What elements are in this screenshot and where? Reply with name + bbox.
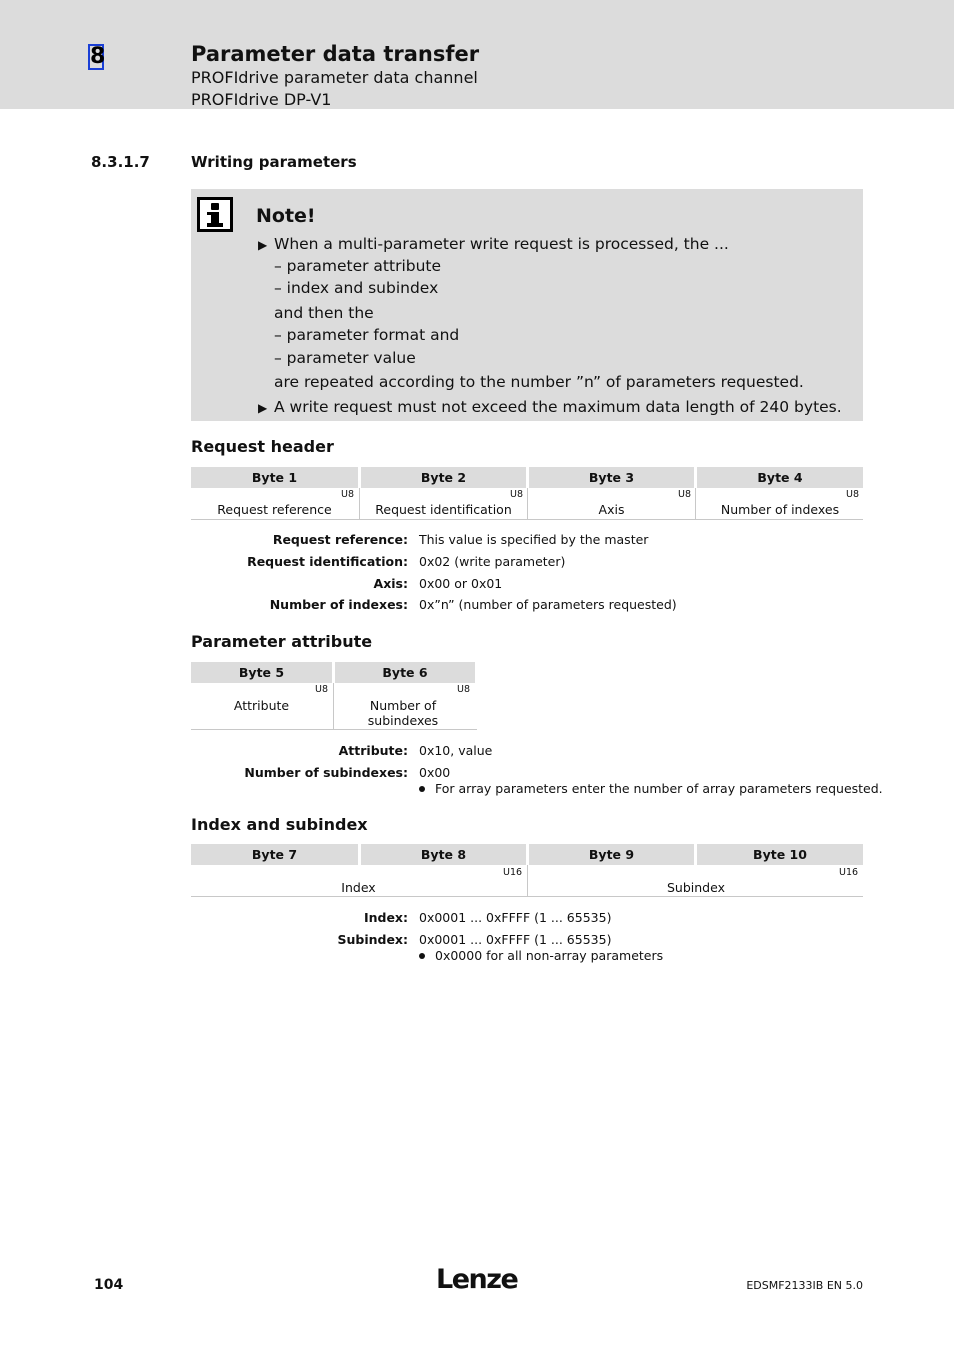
data-type-label: U16 xyxy=(839,867,859,878)
note-line: – parameter attribute xyxy=(274,257,442,275)
page-number: 104 xyxy=(94,1277,124,1293)
definition-term: Request identification: xyxy=(247,554,408,569)
definition-term: Axis: xyxy=(373,576,408,591)
page-subtitle-2: PROFIdrive DP-V1 xyxy=(191,90,332,109)
table-cell: Index xyxy=(341,880,376,895)
table-divider xyxy=(527,488,528,520)
table-cell: Number of indexes xyxy=(720,502,840,517)
bullet-item xyxy=(419,948,663,963)
bullet-item xyxy=(419,781,883,796)
table-divider xyxy=(333,683,334,730)
bullet-text: 0x0000 for all non-array parameters xyxy=(435,948,664,963)
definition-value: 0x”n” (number of parameters requested) xyxy=(419,597,677,612)
definition-value: 0x0001 ... 0xFFFF (1 ... 65535) xyxy=(419,932,612,947)
definition-term: Number of indexes: xyxy=(269,597,408,612)
parameter-attribute-heading: Parameter attribute xyxy=(191,632,373,651)
data-type-label: U8 xyxy=(315,684,328,695)
table-cell: Number of subindexes xyxy=(367,698,439,728)
bullet-triangle-icon: ▶ xyxy=(258,401,268,415)
data-type-label: U8 xyxy=(678,489,691,500)
table-header-cell: Byte 8 xyxy=(361,844,526,865)
definition-term: Number of subindexes: xyxy=(244,765,408,780)
definition-value: 0x00 xyxy=(419,765,451,780)
chapter-number-badge: 8 xyxy=(90,44,106,69)
note-line: – parameter value xyxy=(274,349,416,367)
note-line: When a multi-parameter write request is processed, the ... xyxy=(274,235,729,253)
document-code: EDSMF2133IB EN 5.0 xyxy=(746,1279,863,1292)
definition-value: 0x0001 ... 0xFFFF (1 ... 65535) xyxy=(419,910,612,925)
page-title: Parameter data transfer xyxy=(191,42,480,66)
bullet-dot-icon xyxy=(419,953,425,959)
definition-term: Request reference: xyxy=(272,532,408,547)
data-type-label: U8 xyxy=(341,489,354,500)
request-header-heading: Request header xyxy=(191,437,334,456)
definition-value: 0x10, value xyxy=(419,743,493,758)
table-divider xyxy=(695,488,696,520)
table-cell: Request reference xyxy=(217,502,332,517)
table-bottom-border xyxy=(191,519,863,520)
table-cell: Axis xyxy=(598,502,625,517)
table-header-cell: Byte 10 xyxy=(697,844,863,865)
definition-value: This value is specified by the master xyxy=(419,532,649,547)
definition-value: 0x02 (write parameter) xyxy=(419,554,566,569)
bullet-dot-icon xyxy=(419,786,425,792)
table-bottom-border xyxy=(191,729,477,730)
section-title: Writing parameters xyxy=(191,153,357,171)
note-line: are repeated according to the number ”n” of parameters requested. xyxy=(274,373,804,391)
data-type-label: U8 xyxy=(457,684,470,695)
data-type-label: U16 xyxy=(503,867,523,878)
bullet-triangle-icon: ▶ xyxy=(258,238,268,252)
index-subindex-heading: Index and subindex xyxy=(191,815,368,834)
table-cell: Subindex xyxy=(667,880,725,895)
section-number: 8.3.1.7 xyxy=(91,153,150,171)
definition-term: Attribute: xyxy=(338,743,408,758)
data-type-label: U8 xyxy=(510,489,523,500)
note-line: A write request must not exceed the maximum data length of 240 bytes. xyxy=(274,398,842,416)
table-header-cell: Byte 7 xyxy=(191,844,358,865)
data-type-label: U8 xyxy=(846,489,859,500)
table-cell: Attribute xyxy=(233,698,290,713)
page-subtitle-1: PROFIdrive parameter data channel xyxy=(191,68,478,87)
table-header-cell: Byte 5 xyxy=(191,662,332,683)
definition-value: 0x00 or 0x01 xyxy=(419,576,503,591)
brand-logo: Lenze xyxy=(436,1264,518,1295)
definition-term: Subindex: xyxy=(337,932,408,947)
table-cell: Request identification xyxy=(375,502,512,517)
table-header-cell: Byte 6 xyxy=(335,662,475,683)
table-divider xyxy=(359,488,360,520)
note-line: and then the xyxy=(274,304,374,322)
note-title: Note! xyxy=(256,205,316,227)
table-header-cell: Byte 9 xyxy=(529,844,694,865)
table-divider xyxy=(527,865,528,897)
table-header-cell: Byte 2 xyxy=(361,467,526,488)
table-header-cell: Byte 1 xyxy=(191,467,358,488)
table-header-cell: Byte 4 xyxy=(697,467,863,488)
info-icon xyxy=(197,197,233,232)
table-header-cell: Byte 3 xyxy=(529,467,694,488)
note-line: – parameter format and xyxy=(274,326,460,344)
definition-term: Index: xyxy=(363,910,408,925)
note-line: – index and subindex xyxy=(274,279,439,297)
table-bottom-border xyxy=(191,896,863,897)
bullet-text: For array parameters enter the number of array parameters requested. xyxy=(435,781,883,796)
